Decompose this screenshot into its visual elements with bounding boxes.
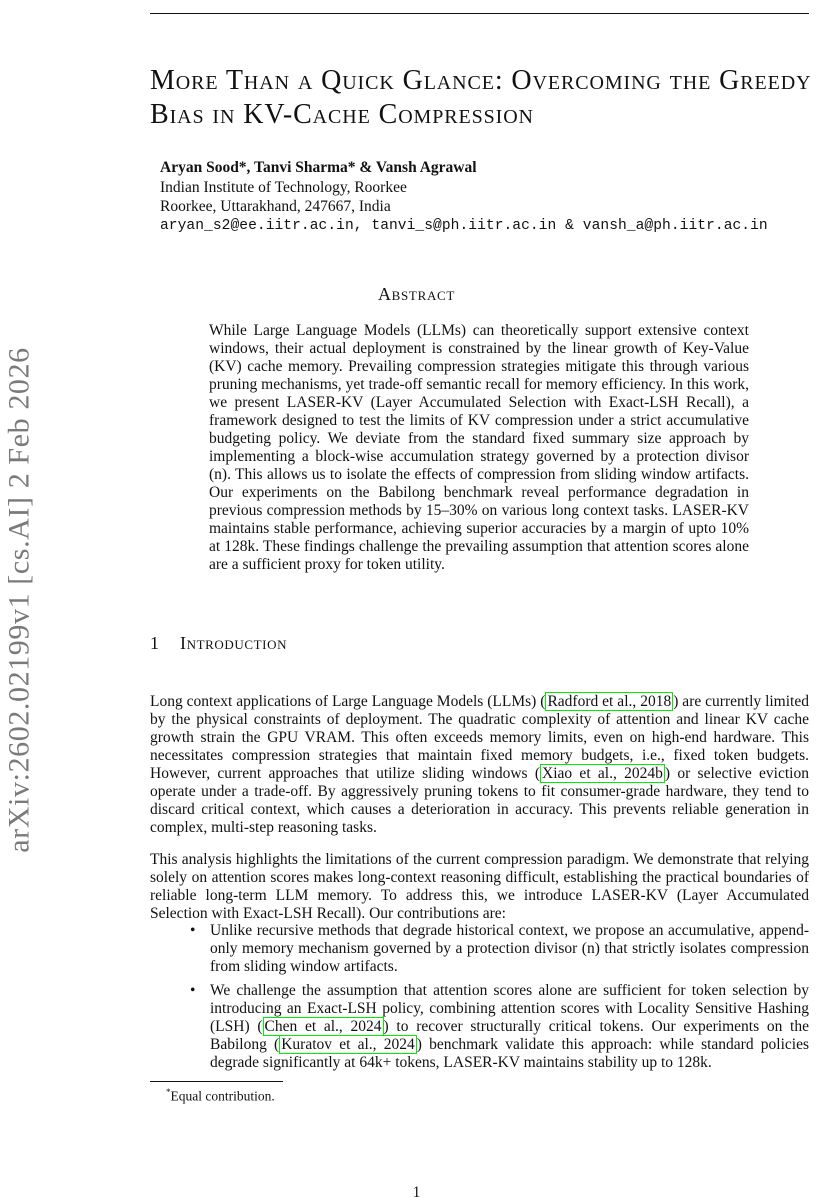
citation-link[interactable]: Chen et al., 2024 xyxy=(264,1018,382,1035)
abstract-heading: Abstract xyxy=(377,284,456,304)
citation-link[interactable]: Kuratov et al., 2024 xyxy=(281,1036,415,1053)
abstract-text: While Large Language Models (LLMs) can theoretically support extensive context windows, their actual deployment is constrained by the linear growth of Key-Value (KV) cache memory. Prevailing compression strategies mitigate this through various pruning mechanisms, yet trade-off semantic recall for memory efficiency. In this work, we present LASER-KV (Layer Accumulated Selection with Exact-LSH Recall), a framework designed to test the limits of KV compression under a strict accumulative budgeting policy. We deviate from the standard fixed summary size approach by implementing a block-wise accumulation strategy governed by a protection divisor (n). This allows us to isolate the effects of compression from sliding window artifacts. Our experiments on the Babilong benchmark reveal performance degradation in previous compression methods by 15–30% on various long context tasks. LASER-KV maintains stable performance, achieving superior accuracies by a margin of upto 10% at 128k. These findings challenge the prevailing assumption that attention scores alone are a sufficient proxy for token utility. xyxy=(209,322,749,573)
author-address: Roorkee, Uttarakhand, 247667, India xyxy=(160,198,391,215)
list-item xyxy=(150,922,809,976)
text-run: Unlike recursive methods that degrade historical context, we propose an accumulative, append-only memory mechanism governed by a protection divisor (n) that strictly isolates compression from sliding window artifacts. xyxy=(210,922,809,975)
text-run: We challenge the assumption that attention scores alone are sufficient for token selection by introducing an Exact-LSH policy, combining attention scores with Locality Sensitive Hashing (LSH) ( xyxy=(210,982,809,1035)
footnote-rule xyxy=(150,1081,283,1082)
text-run: ) to recover structurally critical tokens. Our experiments on the Babilong ( xyxy=(210,1018,809,1053)
author-affiliation: Indian Institute of Technology, Roorkee xyxy=(160,178,407,196)
section-heading xyxy=(150,633,287,654)
section-title: Introduction xyxy=(180,633,288,653)
intro-paragraph-1 xyxy=(150,693,809,837)
author-names: Aryan Sood*, Tanvi Sharma* & Vansh Agrawal xyxy=(160,159,477,176)
top-rule xyxy=(150,13,809,14)
author-block xyxy=(160,158,833,236)
footnote-text: Equal contribution. xyxy=(170,1088,275,1104)
section-number: 1 xyxy=(150,633,159,653)
text-run: ) or selective eviction operate under a trade-off. By aggressively pruning tokens to fit consumer-grade hardware, they tend to discard critical context, which causes a deterioration in accuracy. This prevents reliable generation in complex, multi-step reasoning tasks. xyxy=(150,764,809,836)
intro-paragraph-2: This analysis highlights the limitations of the current compression paradigm. We demonstrate that relying solely on attention scores makes long-context reasoning difficult, establishing the practical boundaries of reliable long-term LLM memory. To address this, we introduce LASER-KV (Layer Accumulated Selection with Exact-LSH Recall). Our contributions are: xyxy=(150,850,809,922)
paper-title: More Than a Quick Glance: Overcoming the Greedy Bias in KV-Cache Compression xyxy=(150,65,812,130)
arxiv-identifier: arXiv:2602.02199v1 [cs.AI] 2 Feb 2026 xyxy=(3,347,36,853)
list-item xyxy=(150,982,809,1072)
page-number: 1 xyxy=(412,1184,421,1201)
arxiv-sidebar xyxy=(0,0,40,1200)
citation-link[interactable]: Radford et al., 2018 xyxy=(547,692,672,710)
footnote-mark: * xyxy=(166,1087,171,1097)
citation-link[interactable]: Xiao et al., 2024b xyxy=(542,764,663,782)
author-emails: aryan_s2@ee.iitr.ac.in, tanvi_s@ph.iitr.ac.in & vansh_a@ph.iitr.ac.in xyxy=(160,217,768,234)
text-run: ) benchmark validate this approach: while standard policies degrade significantly at 64k+ tokens, LASER-KV maintains stability up to 128k. xyxy=(210,1036,810,1071)
contributions-list xyxy=(150,922,809,1072)
text-run: Long context applications of Large Language Models (LLMs) ( xyxy=(150,692,546,710)
text-run: ) are currently limited by the physical constraints of deployment. The quadratic complexity of attention and linear KV cache growth strain the GPU VRAM. This often exceeds memory limits, even on high-end hardware. This necessitates compression strategies that maintain fixed memory budgets, i.e., fixed token budgets. However, current approaches that utilize sliding windows ( xyxy=(150,692,809,782)
bullet-icon: • xyxy=(190,982,196,999)
footnote xyxy=(166,1084,275,1105)
bullet-icon: • xyxy=(190,922,196,939)
